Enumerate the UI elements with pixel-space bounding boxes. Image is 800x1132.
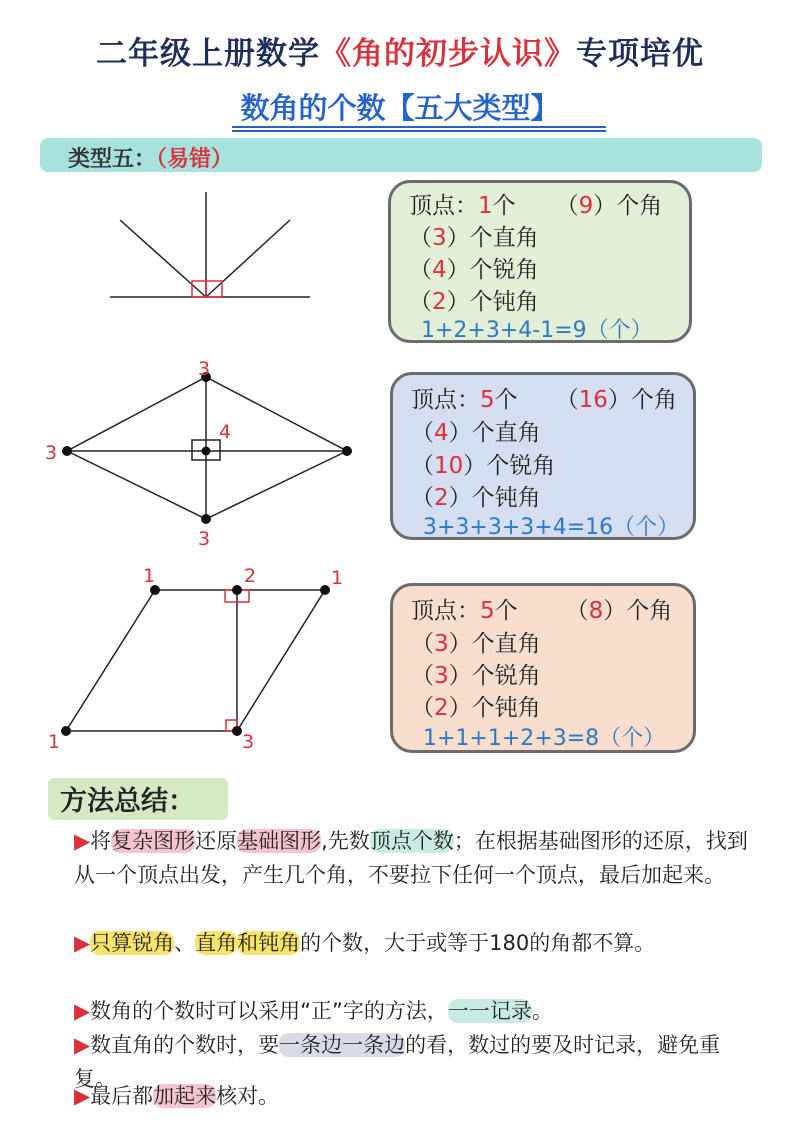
box2-obtuse-count: 2 [434,485,449,511]
type-label-prefix: 类型五： [68,147,157,172]
box2-vertex-unit: 个 [494,387,518,413]
subtitle-underline-2 [232,130,606,132]
box1-vertex-label: 顶点： [409,193,478,219]
box3-total-close: ）个角 [603,598,673,624]
box1-right-count: 3 [432,225,447,251]
box3-vertex-line [411,592,672,625]
fig1-right-ray [206,220,290,297]
fig2-center-label: 4 [219,421,232,443]
box2-item-acute-close: ）个锐角 [463,453,556,479]
fig2-center-dot [202,447,211,456]
box1-formula: 1+2+3+4-1=9（个） [421,318,653,343]
p1-e: ,先数 [321,829,370,853]
fig3-bottom-right-label: 3 [242,731,255,753]
box1-vertex-line [409,187,662,220]
p5-add-up: 加起来 [153,1084,217,1108]
box3-item-obtuse [411,689,541,722]
box1-total-close: ）个角 [593,193,663,219]
p1-c: 还原 [195,829,238,853]
fig2-bottom-label: 3 [198,528,211,550]
p1-basic-shape: 基础图形 [237,829,322,853]
method-title: 方法总结： [60,786,195,817]
title-suffix: 专项培优 [576,36,704,72]
box1-item-right [409,219,539,252]
box2-total: 16 [578,387,608,413]
p4-a: 数直角的个数时，要 [90,1033,280,1057]
box2-item-right-close: ）个直角 [448,420,541,446]
box2-item-obtuse [411,479,541,512]
box3-vertex-unit: 个 [494,598,518,624]
p5-a: 最后都 [90,1084,154,1108]
title-highlight: 《角的初步认识》 [320,36,576,72]
box2-item-obtuse-close: ）个钝角 [448,485,541,511]
box3-acute-count: 3 [434,663,449,689]
box3-item-right-close: ）个直角 [448,631,541,657]
fig3-top-mid-label: 2 [244,565,257,587]
subtitle-underline-1 [232,126,606,128]
box2-formula: 3+3+3+3+4=16（个） [423,515,680,540]
box1-vertex-unit: 个 [492,193,516,219]
box3-item-acute [411,657,541,690]
box1-total: 9 [578,193,594,219]
box1-item-obtuse-open: （ [409,289,432,315]
box1-item-obtuse [409,283,539,316]
box1-vertex-count: 1 [478,193,493,219]
p4-edge-by-edge: 一条边一条边 [279,1033,406,1057]
box3-item-obtuse-open: （ [411,695,434,721]
fig1-left-ray [120,220,206,297]
box1-item-acute-close: ）个锐角 [446,257,539,283]
box3-item-acute-open: （ [411,663,434,689]
box1-obtuse-count: 2 [432,289,447,315]
fig3-bottom-left-dot [61,726,71,736]
p2-b: 、 [174,931,196,955]
fig2-right-dot [342,446,352,456]
box3-item-acute-close: ）个锐角 [448,663,541,689]
method-point-5 [74,1079,754,1113]
bullet-2: ▶ [74,931,91,955]
figure-rhombus [40,355,370,555]
fig3-top-right-label: 1 [331,567,344,589]
fig2-top-label: 3 [198,358,211,380]
fig2-left-label: 3 [45,442,58,464]
box3-total-open: （ [565,598,589,624]
subtitle: 数角的个数【五大类型】 [240,91,560,125]
p3-c: 。 [531,999,553,1023]
method-point-1 [74,824,754,892]
box1-item-right-close: ）个直角 [446,225,539,251]
fig3-bottom-right-dot [232,726,242,736]
p4-c: 的看，数过的要及时记录，避免重复。 [74,1033,721,1091]
fig3-top-left-label: 1 [143,565,156,587]
box2-item-right [411,414,541,447]
box3-item-obtuse-close: ）个钝角 [448,695,541,721]
p2-e: 的个数，大于或等于180的角都不算。 [300,931,656,955]
box3-right-count: 3 [434,631,449,657]
box3-obtuse-count: 2 [434,695,449,721]
box2-item-acute-open: （ [411,453,434,479]
box2-vertex-line [411,381,677,414]
figure-fan-angles [100,180,320,310]
box2-vertex-label: 顶点： [411,387,480,413]
box3-item-right [411,625,541,658]
method-point-3 [74,994,754,1028]
p2-acute-only: 只算锐角 [90,931,175,955]
bullet-1: ▶ [74,829,91,853]
fig2-left-dot [62,446,72,456]
fig3-parallelogram-outline [66,590,325,731]
fig3-bottom-left-label: 1 [48,731,61,753]
answer-box-3 [390,583,696,753]
type-label [68,142,233,173]
p2-right: 直角 [195,931,238,955]
box2-vertex-count: 5 [480,387,495,413]
box3-formula: 1+1+1+2+3=8（个） [423,726,666,751]
box2-item-right-open: （ [411,420,434,446]
fig2-bottom-dot [201,514,211,524]
fig3-top-right-dot [320,585,330,595]
bullet-3: ▶ [74,999,91,1023]
answer-box-1 [388,180,692,343]
box2-item-obtuse-open: （ [411,485,434,511]
box1-item-acute [409,251,539,284]
box1-item-right-open: （ [409,225,432,251]
box2-acute-count: 10 [434,453,464,479]
box2-right-count: 4 [434,420,449,446]
bullet-5: ▶ [74,1084,91,1108]
p1-vertex-count: 顶点个数 [369,829,454,853]
box1-acute-count: 4 [432,257,447,283]
bullet-4: ▶ [74,1033,91,1057]
box3-item-right-open: （ [411,631,434,657]
p1-a: 将 [90,829,112,853]
answer-box-2 [390,372,696,540]
type-label-tag: （易错） [156,147,234,172]
page-title [0,28,800,73]
box1-item-obtuse-close: ）个钝角 [446,289,539,315]
box3-vertex-count: 5 [480,598,495,624]
box1-total-open: （ [555,193,579,219]
title-prefix: 二年级上册数学 [96,36,320,72]
figure-parallelogram [40,562,344,753]
box3-total: 8 [588,598,604,624]
box3-vertex-label: 顶点： [411,598,480,624]
box2-total-open: （ [555,387,579,413]
p2-obtuse: 和钝角 [237,931,301,955]
p3-a: 数角的个数时可以采用“正”字的方法， [90,999,448,1023]
box2-item-acute [411,447,555,480]
p3-record-one-by-one: 一一记录 [447,999,532,1023]
p1-complex-shape: 复杂图形 [111,829,196,853]
p5-c: 核对。 [216,1084,280,1108]
fig3-top-mid-dot [232,585,242,595]
method-point-2 [74,926,754,960]
p1-g: ；在根据基础图形的还原，找到从一个顶点出发，产生几个角，不要拉下任何一个顶点，最后加起来。 [74,829,748,887]
box1-item-acute-open: （ [409,257,432,283]
box2-total-close: ）个角 [607,387,677,413]
